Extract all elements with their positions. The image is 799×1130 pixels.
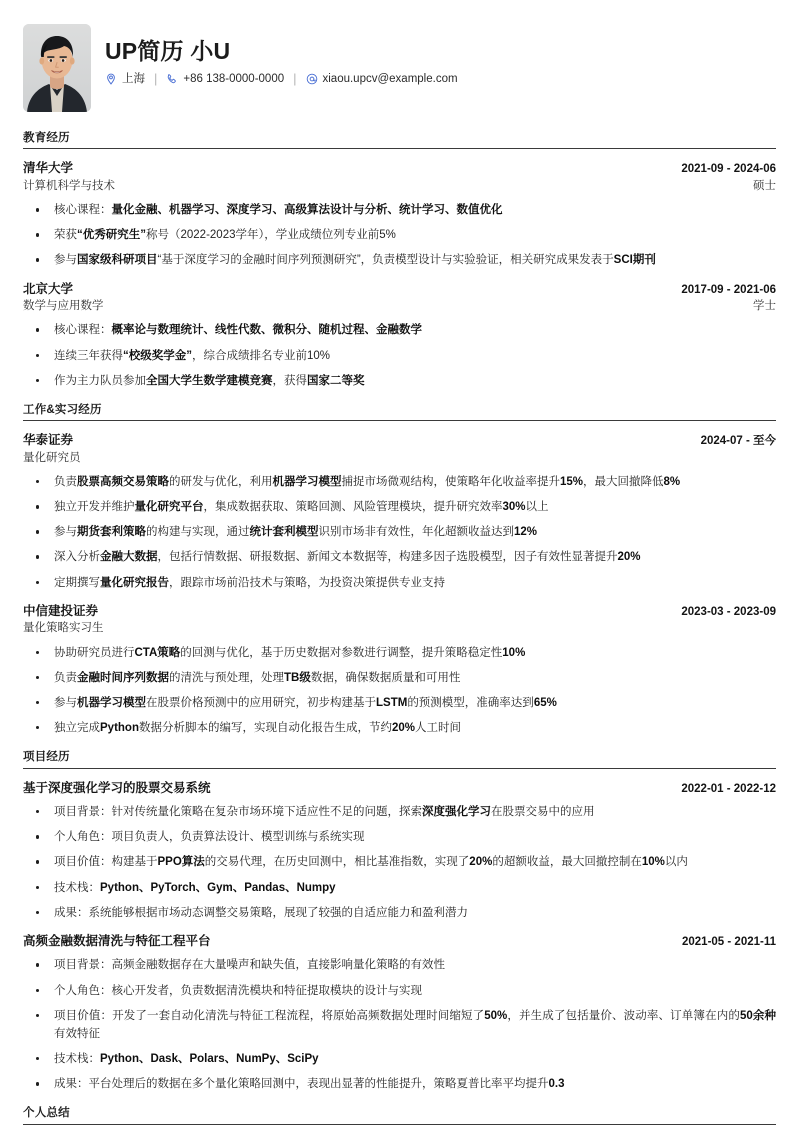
entry-date: 2017-09 - 2021-06 [681, 283, 776, 296]
entry-date: 2021-05 - 2021-11 [682, 935, 776, 948]
entry-bullet: 项目背景：针对传统量化策略在复杂市场环境下适应性不足的问题，探索深度强化学习在股票交易中的应用 [23, 803, 776, 821]
section-divider [23, 420, 776, 421]
section-title: 项目经历 [23, 751, 70, 764]
entry-header [23, 432, 776, 450]
entry-header [23, 160, 776, 178]
entry-bullet: 核心课程：量化金融、机器学习、深度学习、高级算法设计与分析、统计学习、数值优化 [23, 201, 776, 219]
entry-bullet: 协助研究员进行CTA策略的回测与优化，基于历史数据对参数进行调整，提升策略稳定性10% [23, 644, 776, 662]
entry-bullet: 成果：系统能够根据市场动态调整交易策略，展现了较强的自适应能力和盈利潜力 [23, 904, 776, 922]
entry-bullet: 荣获“优秀研究生”称号（2022-2023学年），学业成绩位列专业前5% [23, 226, 776, 244]
resume-section [23, 403, 776, 737]
contact-row [105, 73, 776, 86]
entry-date: 2022-01 - 2022-12 [681, 782, 776, 795]
entry-bullet: 独立开发并维护量化研究平台，集成数据获取、策略回测、风险管理模块，提升研究效率30%以上 [23, 498, 776, 516]
phone-icon [166, 73, 178, 85]
entry-bullet: 定期撰写量化研究报告，跟踪市场前沿技术与策略，为投资决策提供专业支持 [23, 574, 776, 592]
entry-title: 中信建投证券 [23, 603, 99, 618]
entry-bullet: 参与国家级科研项目“基于深度学习的金融时间序列预测研究”，负责模型设计与实验验证，相关研究成果发表于SCI期刊 [23, 251, 776, 269]
entry-bullet: 核心课程：概率论与数理统计、线性代数、微积分、随机过程、金融数学 [23, 321, 776, 339]
contact-email [306, 73, 458, 85]
section-divider [23, 1124, 776, 1125]
entry-bullet: 成果：平台处理后的数据在多个量化策略回测中，表现出显著的性能提升，策略夏普比率平均提升0.3 [23, 1075, 776, 1093]
resume-section [23, 750, 776, 1093]
entry-date: 2023-03 - 2023-09 [681, 605, 776, 618]
entry-title: 华泰证券 [23, 433, 74, 448]
contact-email-text: xiaou.upcv@example.com [322, 72, 458, 85]
entry-bullet: 深入分析金融大数据，包括行情数据、研报数据、新闻文本数据等，构建多因子选股模型，因子有效性显著提升20% [23, 548, 776, 566]
entry-role: 计算机科学与技术 [23, 179, 115, 192]
entry-date: 2024-07 - 至今 [700, 435, 776, 448]
section-divider [23, 148, 776, 149]
contact-separator-2: | [293, 71, 297, 87]
email-at-icon [306, 73, 318, 85]
entry-degree: 学士 [753, 300, 776, 313]
resume-entry [23, 160, 776, 269]
resume-entry [23, 780, 776, 922]
resume-sections [23, 131, 776, 1125]
entry-header [23, 780, 776, 798]
entry-degree: 硕士 [753, 179, 776, 192]
entry-bullet: 连续三年获得“校级奖学金”，综合成绩排名专业前10% [23, 347, 776, 365]
entry-title: 清华大学 [23, 161, 74, 176]
entry-bullet-list [23, 803, 776, 922]
section-divider [23, 768, 776, 769]
entry-role: 数学与应用数学 [23, 300, 104, 313]
entry-bullet-list [23, 321, 776, 389]
avatar [23, 24, 91, 112]
entry-bullet: 参与机器学习模型在股票价格预测中的应用研究，初步构建基于LSTM的预测模型，准确率达到65% [23, 694, 776, 712]
entry-role: 量化研究员 [23, 451, 81, 464]
contact-phone-text: +86 138-0000-0000 [183, 72, 285, 85]
entry-date: 2021-09 - 2024-06 [681, 163, 776, 176]
entry-bullet: 独立完成Python数据分析脚本的编写，实现自动化报告生成，节约20%人工时间 [23, 719, 776, 737]
identity-block [105, 24, 776, 86]
entry-header [23, 933, 776, 951]
entry-bullet: 项目价值：构建基于PPO算法的交易代理，在历史回测中，相比基准指数，实现了20%的超额收益，最大回撤控制在10%以内 [23, 853, 776, 871]
entry-subheader [23, 620, 776, 637]
entry-subheader [23, 298, 776, 315]
entry-bullet: 技术栈：Python、Dask、Polars、NumPy、SciPy [23, 1050, 776, 1068]
entry-title: 高频金融数据清洗与特征工程平台 [23, 933, 211, 948]
entry-header [23, 603, 776, 621]
entry-bullet-list [23, 201, 776, 269]
entry-header [23, 281, 776, 299]
entry-bullet: 项目价值：开发了一套自动化清洗与特征工程流程，将原始高频数据处理时间缩短了50%，并生成了包括量价、波动率、订单簿在内的50余种有效特征 [23, 1007, 776, 1043]
section-title: 教育经历 [23, 132, 70, 144]
entry-title: 基于深度强化学习的股票交易系统 [23, 780, 211, 795]
resume-header [23, 24, 776, 118]
entry-bullet: 负责股票高频交易策略的研发与优化，利用机器学习模型捕捉市场微观结构，使策略年化收益率提升15%，最大回撤降低8% [23, 473, 776, 491]
entry-bullet: 个人角色：项目负责人，负责算法设计、模型训练与系统实现 [23, 828, 776, 846]
section-title: 个人总结 [23, 1107, 70, 1120]
resume-entry [23, 432, 776, 592]
contact-separator: | [154, 71, 158, 87]
entry-role: 量化策略实习生 [23, 622, 104, 635]
resume-entry [23, 603, 776, 737]
entry-bullet-list [23, 956, 776, 1093]
resume-section [23, 131, 776, 390]
location-pin-icon [105, 73, 117, 85]
contact-location [105, 73, 145, 85]
entry-bullet: 技术栈：Python、PyTorch、Gym、Pandas、Numpy [23, 879, 776, 897]
section-title: 工作&实习经历 [23, 403, 102, 416]
person-name: UP简历 小U [105, 38, 231, 64]
entry-bullet-list [23, 473, 776, 592]
entry-bullet: 负责金融时间序列数据的清洗与预处理，处理TB级数据，确保数据质量和可用性 [23, 669, 776, 687]
contact-phone [166, 73, 284, 85]
entry-subheader [23, 450, 776, 467]
entry-bullet-list [23, 644, 776, 738]
entry-title: 北京大学 [23, 281, 74, 296]
resume-section [23, 1106, 776, 1124]
resume-entry [23, 281, 776, 390]
entry-bullet: 参与期货套利策略的构建与实现，通过统计套利模型识别市场非有效性，年化超额收益达到12% [23, 523, 776, 541]
entry-bullet: 项目背景：高频金融数据存在大量噪声和缺失值，直接影响量化策略的有效性 [23, 956, 776, 974]
entry-bullet: 作为主力队员参加全国大学生数学建模竞赛，获得国家二等奖 [23, 372, 776, 390]
entry-bullet: 个人角色：核心开发者，负责数据清洗模块和特征提取模块的设计与实现 [23, 982, 776, 1000]
contact-location-text: 上海 [122, 72, 145, 85]
resume-entry [23, 933, 776, 1093]
entry-subheader [23, 178, 776, 195]
